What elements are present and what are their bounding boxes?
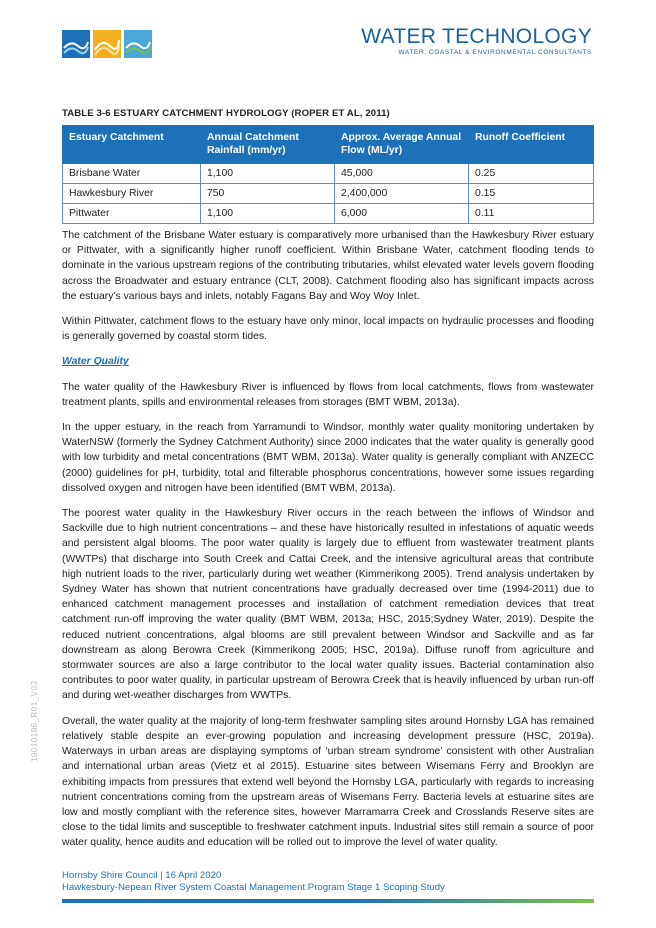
table-cell: 750 bbox=[201, 184, 335, 204]
table-cell: Pittwater bbox=[63, 204, 201, 224]
paragraph: In the upper estuary, in the reach from Yarramundi to Windsor, monthly water quality monitoring undertaken by WaterNSW (formerly the Sydney Catchment Authority) since 2000 indicates that the water quality is generally good with low turbidity and metal concentrations (BMT WBM, 2013a). Water quality is generally compliant with ANZECC (2000) guidelines for pH, turbidity, total and filterable phosphorus concentrations, however some issues regarding dissolved oxygen and nitrogen have been identified (BMT WBM, 2013a). bbox=[62, 422, 594, 494]
paragraph: Overall, the water quality at the majority of long-term freshwater sampling sites around Hornsby LGA has remained relatively stable despite an ever-growing population and increasing development pressure (HSC, 2019a). Waterways in urban areas are displaying symptoms of ‘urban stream syndrome’ consistent with other Australian and international urban areas (Vietz et al 2015). Estuarine sites between Wisemans Ferry and Brooklyn are exhibiting impacts from pressures that extend well beyond the Hornsby LGA, particularly with regards to increasing nutrient concentrations coming from the upstream areas of Wisemans Ferry. Bacteria levels at estuarine sites are low and mostly compliant with the reference sites, however Marramarra Creek and Crosslands Reserve sites are close to the tidal limits and susceptible to freshwater catchment inputs. Industrial sites still remain a source of poor water quality, hence audits and education will be rolled out to improve the level of water quality. bbox=[62, 715, 594, 849]
table-cell: 2,400,000 bbox=[335, 184, 469, 204]
table-cell: Hawkesbury River bbox=[63, 184, 201, 204]
table-row bbox=[63, 204, 594, 224]
footer-project-title: Hawkesbury-Nepean River System Coastal Management Program Stage 1 Scoping Study bbox=[62, 882, 445, 893]
column-header: Estuary Catchment bbox=[63, 126, 201, 164]
table-cell: 1,100 bbox=[201, 204, 335, 224]
paragraph: Within Pittwater, catchment flows to the estuary have only minor, local impacts on hydraulic processes and flooding is generally governed by coastal storm tides. bbox=[62, 316, 594, 343]
column-header: Annual Catchment Rainfall (mm/yr) bbox=[201, 126, 335, 164]
paragraph: The catchment of the Brisbane Water estuary is comparatively more urbanised than the Hawkesbury River estuary or Pittwater, with a significantly higher runoff coefficient. Within Brisbane Water, catchment flooding tends to dominate in the various upstream regions of the contributing tributaries, whilst elevated water levels govern flooding across the Broadwater and estuary entrance (CLT, 2008). Catchment flooding also has significant impacts across the estuary’s various bays and inlets, notably Fagans Bay and Woy Woy Inlet. bbox=[62, 230, 594, 302]
table-cell: 0.15 bbox=[469, 184, 594, 204]
table-row bbox=[63, 184, 594, 204]
hydrology-table bbox=[62, 125, 594, 224]
table-cell: 0.25 bbox=[469, 164, 594, 184]
column-header: Approx. Average Annual Flow (ML/yr) bbox=[335, 126, 469, 164]
brand-tagline: WATER, COASTAL & ENVIRONMENTAL CONSULTANTS bbox=[398, 49, 592, 56]
table-row bbox=[63, 164, 594, 184]
section-heading: Water Quality bbox=[62, 356, 129, 368]
table-header-row bbox=[63, 126, 594, 164]
column-header: Runoff Coefficient bbox=[469, 126, 594, 164]
table-cell: Brisbane Water bbox=[63, 164, 201, 184]
paragraph: The poorest water quality in the Hawkesbury River occurs in the reach between the inflows of Windsor and Sackville due to high nutrient concentrations – and these have historically resulted in infestations of aquatic weeds and persistent algal blooms. The poor water quality is largely due to effluent from wastewater treatment plants (WWTPs) that discharge into South Creek and Cattai Creek, and the intensive agricultural areas that contribute high nutrient loads to the river, particularly during wet weather (Kimmerikong 2005). Trend analysis undertaken by Sydney Water has shown that nutrient concentrations have gradually decreased over time (1994-2011) due to enhanced catchment management processes and installation of catchment remediation devices that treat catchment run-off improving the water quality (BMT WBM, 2013a; HSC, 2015;Sydney Water, 2019). Despite the reduced nutrient concentrations, algal blooms are still prevalent between Windsor and Sackville and as far downstream as along Berowra Creek (Kimmerikong 2005; HSC, 2019a). Diffuse runoff from agriculture and stormwater sources are also a large contributor to the local water quality issues. Bacterial contamination also contributes to poor water quality, in particular upstream of Berowra Creek that is heavily influenced by urban run-off and during wet-weather discharges from WWTPs. bbox=[62, 508, 594, 702]
table-caption: TABLE 3-6 ESTUARY CATCHMENT HYDROLOGY (ROPER ET AL, 2011) bbox=[62, 108, 390, 119]
footer bbox=[62, 870, 445, 894]
document-code: 19010186_R01_V03 bbox=[30, 680, 39, 762]
brand-name: WATER TECHNOLOGY bbox=[361, 25, 592, 48]
water-technology-emblem bbox=[62, 30, 152, 58]
table-cell: 1,100 bbox=[201, 164, 335, 184]
paragraph: The water quality of the Hawkesbury River is influenced by flows from local catchments, flows from wastewater treatment plants, spills and environmental releases from storages (BMT WBM, 2013a). bbox=[62, 381, 594, 408]
table-cell: 45,000 bbox=[335, 164, 469, 184]
table-cell: 0.11 bbox=[469, 204, 594, 224]
footer-divider bbox=[62, 899, 594, 903]
body-text bbox=[62, 228, 594, 861]
footer-client-date: Hornsby Shire Council | 16 April 2020 bbox=[62, 870, 222, 881]
table-cell: 6,000 bbox=[335, 204, 469, 224]
brand-logo bbox=[361, 26, 592, 56]
